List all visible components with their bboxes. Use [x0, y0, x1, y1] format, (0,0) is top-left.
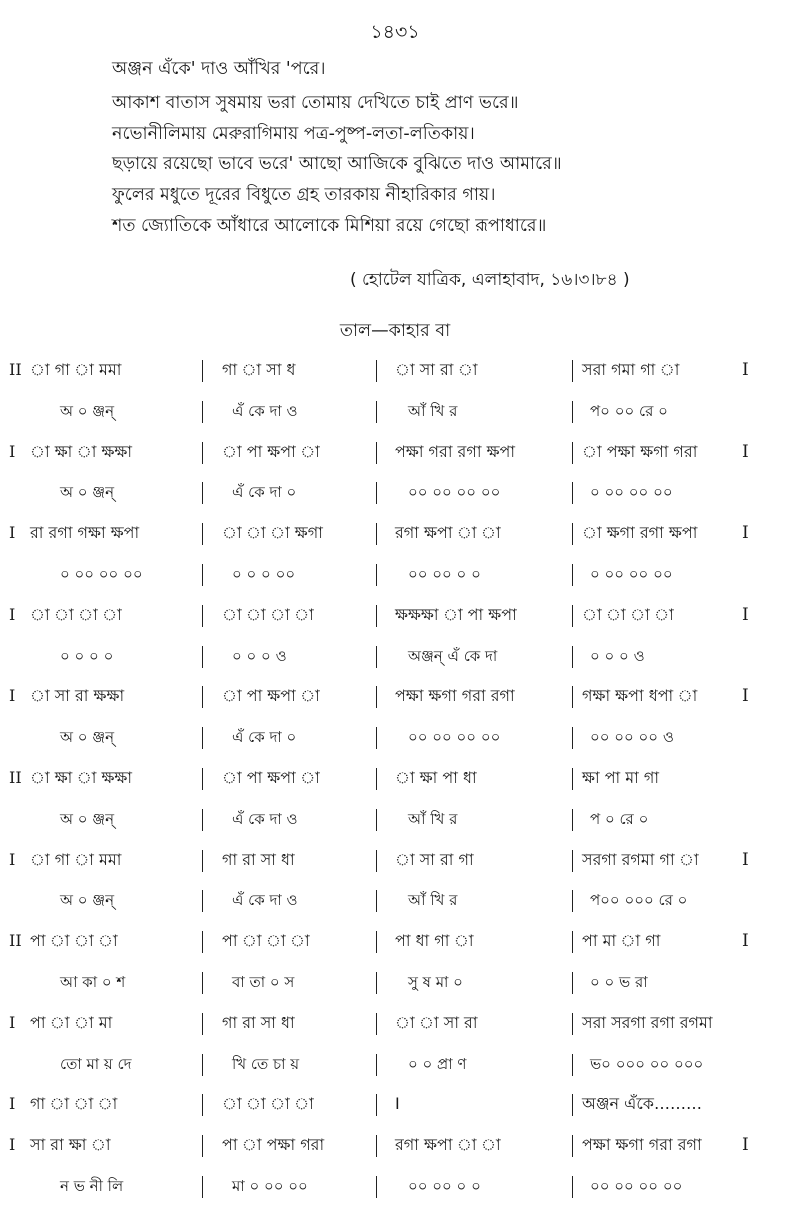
lyric-row — [0, 636, 790, 677]
bar-line — [572, 809, 573, 831]
lyric-cell: ০০ ০০ ০০ ০০ — [408, 483, 501, 502]
swara-cell: া া সা রা — [395, 1012, 478, 1032]
swara-cell: সরা সরগা রগা রগমা — [582, 1012, 713, 1032]
lyric-row — [0, 1166, 790, 1207]
lyric-cell: ০ ০ ০ ও — [590, 646, 645, 665]
bar-line — [202, 482, 203, 504]
bar-line — [202, 1094, 203, 1116]
notation-table — [0, 350, 790, 1207]
swara-row — [0, 1003, 790, 1044]
poem — [112, 54, 752, 241]
bar-line — [376, 523, 377, 545]
attribution: ( হোটেল যাত্রিক, এলাহাবাদ, ১৬।৩।৮৪ ) — [350, 270, 630, 290]
bar-line — [572, 564, 573, 586]
lyric-cell: ০ ০০ ০০ ০০ — [60, 564, 143, 583]
poem-line: শত জ্যোতিকে আঁধারে আলোকে মিশিয়া রয়ে গেছো রূপাধারে॥ — [112, 215, 547, 236]
swara-cell: I — [395, 1094, 400, 1114]
swara-row — [0, 513, 790, 554]
swara-cell: া পা ক্ষপা া — [222, 441, 320, 461]
bar-line — [572, 1013, 573, 1035]
lyric-cell: বা তা ০ স — [232, 972, 295, 991]
swara-row — [0, 840, 790, 881]
swara-cell: া া া া — [222, 1094, 314, 1114]
swara-cell: া সা রা ক্ষক্ষা — [30, 686, 125, 706]
swara-cell: া া া া — [30, 604, 122, 624]
bar-line — [376, 727, 377, 749]
lyric-cell: আঁ খি র — [408, 891, 458, 910]
end-mark: I — [742, 686, 749, 707]
bar-line — [376, 1135, 377, 1157]
lyric-cell: ০০ ০০ ০০ ০০ — [590, 1176, 683, 1195]
bar-line — [572, 768, 573, 790]
bar-line — [202, 768, 203, 790]
bar-line — [376, 401, 377, 423]
lyric-cell: এঁ কে দা ও — [232, 809, 298, 828]
bar-line — [376, 1176, 377, 1198]
lyric-cell: ০০ ০০ ০ ০ — [408, 1176, 481, 1195]
lyric-cell: ০ ০ ০ ০ — [60, 646, 114, 665]
swara-cell: অঞ্জন এঁকে……… — [582, 1094, 702, 1114]
swara-cell: পা া া া — [222, 931, 310, 951]
bar-line — [202, 646, 203, 668]
start-mark: I — [9, 1012, 16, 1032]
lyric-cell: তো মা য় দে — [60, 1054, 132, 1073]
swara-cell: সা রা ক্ষা া — [30, 1135, 111, 1155]
start-mark: I — [9, 523, 16, 543]
swara-cell: সরা গমা গা া — [582, 360, 680, 379]
swara-row — [0, 350, 790, 391]
swara-cell: পক্ষা গরা রগা ক্ষপা — [395, 441, 516, 461]
swara-cell: া ক্ষা পা ধা — [395, 767, 477, 787]
swara-cell: া ক্ষা া ক্ষক্ষা — [30, 441, 133, 461]
swara-cell: া পা ক্ষপা া — [222, 686, 320, 706]
start-mark: I — [9, 441, 16, 461]
bar-line — [572, 850, 573, 872]
start-mark: II — [9, 767, 22, 787]
end-mark: I — [742, 441, 749, 462]
bar-line — [202, 1176, 203, 1198]
bar-line — [572, 360, 573, 382]
swara-cell: া ক্ষা া ক্ষক্ষা — [30, 767, 133, 787]
start-mark: I — [9, 1135, 16, 1155]
swara-cell: ক্ষা পা মা গা — [582, 767, 660, 787]
swara-cell: পা া া া — [30, 931, 118, 951]
swara-cell: পক্ষা ক্ষগা গরা রগা — [582, 1135, 702, 1155]
swara-row — [0, 432, 790, 473]
bar-line — [572, 1094, 573, 1116]
lyric-cell: অ ০ ঞ্জন্ — [60, 401, 115, 420]
swara-cell: পা ধা গা া — [395, 931, 474, 951]
lyric-cell: ০০ ০০ ০০ ও — [590, 728, 674, 747]
end-mark: I — [742, 360, 749, 380]
bar-line — [572, 646, 573, 668]
lyric-cell: এঁ কে দা ০ — [232, 728, 297, 747]
swara-cell: া া া া — [582, 604, 674, 624]
poem-line: আকাশ বাতাস সুষমায় ভরা তোমায় দেখিতে চাই প্রাণ ভরে॥ — [112, 93, 519, 113]
lyric-cell: সু ষ মা ০ — [408, 972, 463, 991]
lyric-row — [0, 962, 790, 1003]
swara-row — [0, 1125, 790, 1166]
start-mark: II — [9, 360, 22, 379]
swara-cell: া পা ক্ষপা া — [222, 767, 320, 787]
bar-line — [202, 523, 203, 545]
bar-line — [376, 850, 377, 872]
lyric-cell: এঁ কে দা ও — [232, 401, 298, 420]
bar-line — [376, 482, 377, 504]
end-mark: I — [742, 523, 749, 544]
swara-cell: া গা া মমা — [30, 360, 122, 379]
bar-line — [376, 564, 377, 586]
bar-line — [572, 1135, 573, 1157]
end-mark: I — [742, 604, 749, 625]
bar-line — [202, 850, 203, 872]
lyric-row — [0, 717, 790, 758]
bar-line — [572, 442, 573, 464]
bar-line — [376, 768, 377, 790]
lyric-row — [0, 1044, 790, 1085]
lyric-row — [0, 799, 790, 840]
swara-row — [0, 676, 790, 717]
bar-line — [572, 1054, 573, 1076]
swara-cell: া সা রা গা — [395, 849, 474, 869]
taal-title: তাল—কাহার বা — [339, 321, 451, 341]
bar-line — [376, 686, 377, 708]
bar-line — [202, 972, 203, 994]
bar-line — [202, 686, 203, 708]
start-mark: I — [9, 604, 16, 624]
bar-line — [202, 727, 203, 749]
lyric-row — [0, 391, 790, 432]
bar-line — [572, 1176, 573, 1198]
end-mark: I — [742, 1135, 749, 1156]
bar-line — [202, 605, 203, 627]
bar-line — [572, 605, 573, 627]
lyric-cell: খি তে চা য় — [232, 1054, 300, 1073]
swara-cell: ক্ষক্ষক্ষা া পা ক্ষপা — [395, 604, 517, 624]
swara-cell: পক্ষা ক্ষগা গরা রগা — [395, 686, 515, 706]
swara-cell: া া া ক্ষগা — [222, 523, 323, 543]
bar-line — [572, 972, 573, 994]
swara-row — [0, 595, 790, 636]
swara-cell: রগা ক্ষপা া া — [395, 1135, 501, 1155]
start-mark: I — [9, 1094, 16, 1114]
swara-cell: া পক্ষা ক্ষগা গরা — [582, 441, 698, 461]
lyric-cell: অ ০ ঞ্জন্ — [60, 483, 115, 502]
swara-cell: া সা রা া — [395, 360, 478, 379]
bar-line — [202, 564, 203, 586]
bar-line — [202, 809, 203, 831]
swara-cell: গা রা সা ধা — [222, 1012, 295, 1032]
lyric-cell: প০ ০০ রে ০ — [590, 401, 668, 420]
poem-line: অঞ্জন এঁকে' দাও আঁখির 'পরে। — [112, 59, 326, 79]
bar-line — [572, 727, 573, 749]
bar-line — [376, 931, 377, 953]
bar-line — [572, 482, 573, 504]
lyric-cell: আঁ খি র — [408, 401, 458, 420]
end-mark: I — [742, 849, 749, 870]
bar-line — [572, 686, 573, 708]
lyric-row — [0, 554, 790, 595]
bar-line — [376, 809, 377, 831]
lyric-cell: ০০ ০০ ০০ ০০ — [408, 728, 501, 747]
swara-cell: রা রগা গক্ষা ক্ষপা — [30, 523, 140, 543]
poem-line: ফুলের মধুতে দূরের বিধুতে গ্রহ তারকায় নীহারিকার গায়। — [112, 185, 496, 206]
end-mark: I — [742, 931, 749, 952]
bar-line — [376, 972, 377, 994]
swara-row — [0, 758, 790, 799]
poem-line: ছড়ায়ে রয়েছো ভাবে ভরে' আছো আজিকে বুঝিতে দাও আমারে॥ — [112, 154, 562, 175]
bar-line — [572, 931, 573, 953]
lyric-cell: মা ০ ০০ ০০ — [232, 1176, 308, 1195]
lyric-cell: ০ ০ ভ রা — [590, 972, 648, 991]
lyric-cell: অ ০ ঞ্জন্ — [60, 891, 115, 910]
swara-cell: সরগা রগমা গা া — [582, 849, 699, 869]
start-mark: I — [9, 686, 16, 706]
swara-cell: রগা ক্ষপা া া — [395, 523, 501, 543]
bar-line — [202, 1135, 203, 1157]
lyric-cell: এঁ কে দা ০ — [232, 483, 297, 502]
bar-line — [572, 890, 573, 912]
bar-line — [376, 1094, 377, 1116]
bar-line — [376, 1054, 377, 1076]
swara-cell: া গা া মমা — [30, 849, 122, 869]
bar-line — [376, 1013, 377, 1035]
lyric-cell: ০ ০ ০ ও — [232, 646, 287, 665]
bar-line — [572, 523, 573, 545]
lyric-cell: ০ ০০ ০০ ০০ — [590, 564, 673, 583]
bar-line — [376, 605, 377, 627]
swara-cell: পা া পক্ষা গরা — [222, 1135, 325, 1155]
start-mark: II — [9, 931, 22, 951]
swara-cell: া া া া — [222, 604, 314, 624]
lyric-cell: ০ ০০ ০০ ০০ — [590, 483, 673, 502]
lyric-cell: এঁ কে দা ও — [232, 891, 298, 910]
swara-cell: া ক্ষগা রগা ক্ষপা — [582, 523, 698, 543]
lyric-cell: আঁ খি র — [408, 809, 458, 828]
lyric-cell: ০০ ০০ ০ ০ — [408, 564, 481, 583]
lyric-row — [0, 472, 790, 513]
bar-line — [376, 442, 377, 464]
bar-line — [202, 360, 203, 382]
swara-cell: পা মা া গা — [582, 931, 661, 951]
bar-line — [202, 1013, 203, 1035]
bar-line — [376, 890, 377, 912]
bar-line — [376, 646, 377, 668]
bar-line — [202, 401, 203, 423]
lyric-cell: প ০ রে ০ — [590, 809, 649, 828]
lyric-cell: ০ ০ ০ ০০ — [232, 564, 296, 583]
poem-line: নভোনীলিমায় মেরুরাগিমায় পত্র-পুষ্প-লতা-লতিকায়। — [112, 123, 475, 144]
bar-line — [202, 442, 203, 464]
page-number: ১৪৩১ — [370, 21, 420, 43]
lyric-cell: অ ০ ঞ্জন্ — [60, 728, 115, 747]
lyric-cell: ভ০ ০০০ ০০ ০০০ — [590, 1054, 704, 1073]
swara-cell: গা রা সা ধা — [222, 849, 295, 869]
lyric-row — [0, 880, 790, 921]
swara-cell: গা া া া — [30, 1094, 118, 1114]
bar-line — [202, 1054, 203, 1076]
swara-row — [0, 921, 790, 962]
lyric-cell: ০ ০ প্রা ণ — [408, 1054, 467, 1073]
bar-line — [376, 360, 377, 382]
start-mark: I — [9, 849, 16, 869]
lyric-cell: অ ০ ঞ্জন্ — [60, 809, 115, 828]
swara-cell: গক্ষা ক্ষপা ধপা া — [582, 686, 698, 706]
swara-cell: গা া সা ধ — [222, 360, 296, 379]
lyric-cell: প০০ ০০০ রে ০ — [590, 891, 688, 910]
bar-line — [202, 890, 203, 912]
lyric-cell: অঞ্জন্ এঁ কে দা — [408, 646, 498, 665]
lyric-cell: ন ভ নী লি — [60, 1176, 124, 1195]
bar-line — [572, 401, 573, 423]
lyric-cell: আ কা ০ শ — [60, 972, 126, 991]
bar-line — [202, 931, 203, 953]
swara-cell: পা া া মা — [30, 1012, 113, 1032]
